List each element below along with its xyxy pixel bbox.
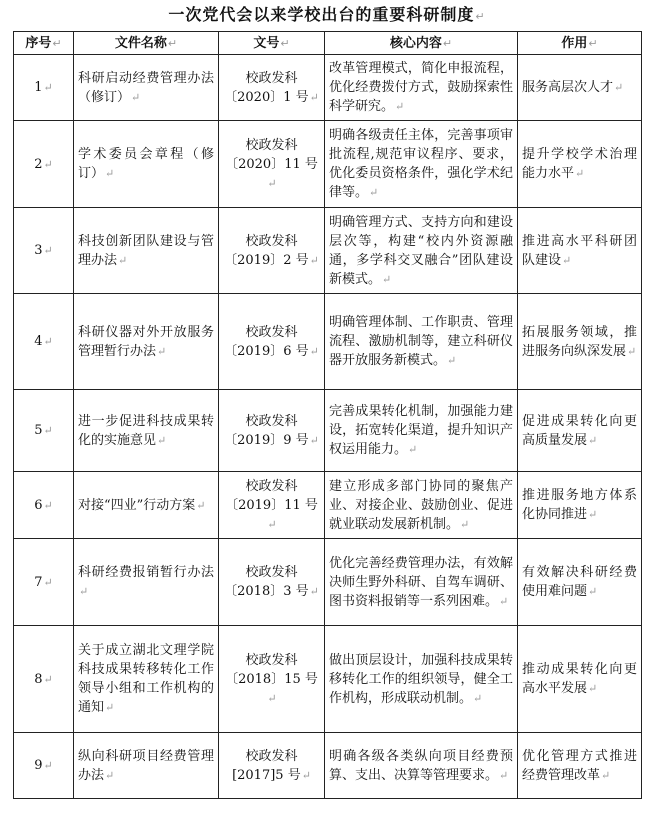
- header-role: 作用↵: [518, 32, 642, 55]
- cell-file-number: 校政发科 〔2019〕2 号↵: [219, 208, 325, 294]
- paragraph-mark-icon: ↵: [309, 585, 319, 598]
- cell-file-number: 校政发科 〔2019〕6 号↵: [219, 294, 325, 390]
- document-title: [0, 2, 654, 28]
- paragraph-mark-icon: ↵: [131, 90, 141, 104]
- paragraph-mark-icon: ↵: [395, 100, 405, 113]
- header-row: [14, 32, 642, 55]
- paragraph-mark-icon: ↵: [43, 672, 53, 686]
- paragraph-mark-icon: ↵: [105, 701, 115, 714]
- cell-role: 提升学校学术治理能力水平↵: [518, 121, 642, 208]
- cell-file-name: 科研经费报销暂行办法↵: [74, 539, 219, 626]
- paragraph-mark-icon: ↵: [43, 244, 53, 257]
- cell-index: 4↵: [14, 294, 74, 390]
- header-index: 序号↵: [14, 32, 74, 55]
- paragraph-mark-icon: ↵: [280, 36, 290, 50]
- paragraph-mark-icon: ↵: [382, 272, 392, 286]
- cell-core-content: 明确管理体制、工作职责、管理流程、激励机制等，建立科研仪器开放服务新模式。↵: [325, 294, 518, 390]
- paragraph-mark-icon: ↵: [588, 508, 598, 521]
- paragraph-mark-icon: ↵: [588, 36, 598, 50]
- table-row: [14, 472, 642, 539]
- cell-role: 服务高层次人才↵: [518, 55, 642, 121]
- regulations-table: [13, 31, 642, 799]
- paragraph-mark-icon: ↵: [309, 344, 319, 358]
- paragraph-mark-icon: ↵: [167, 36, 178, 50]
- table-row: [14, 294, 642, 390]
- cell-core-content: 建立形成多部门协同的聚焦产业、对接企业、鼓励创业、促进就业联动发展新机制。↵: [325, 472, 518, 539]
- table-row: [14, 626, 642, 733]
- header-core-content: 核心内容↵: [325, 32, 518, 55]
- paragraph-mark-icon: ↵: [157, 344, 167, 358]
- cell-core-content: 优化完善经费管理办法，有效解决师生野外科研、自驾车调研、图书资料报销等一系列困难。↵: [325, 539, 518, 626]
- cell-index: 7↵: [14, 539, 74, 626]
- paragraph-mark-icon: ↵: [588, 682, 598, 695]
- cell-index: 5↵: [14, 390, 74, 472]
- cell-role: 促进成果转化向更高质量发展↵: [518, 390, 642, 472]
- cell-file-name: 科研启动经费管理办法（修订）↵: [74, 55, 219, 121]
- paragraph-mark-icon: ↵: [460, 517, 470, 531]
- cell-file-number: 校政发科 〔2020〕1 号↵: [219, 55, 325, 121]
- paragraph-mark-icon: ↵: [309, 90, 319, 104]
- cell-core-content: 完善成果转化机制，加强能力建设，拓宽转化渠道，提升知识产权运用能力。↵: [325, 390, 518, 472]
- paragraph-mark-icon: ↵: [43, 575, 53, 589]
- paragraph-mark-icon: ↵: [499, 594, 509, 608]
- paragraph-mark-icon: ↵: [408, 443, 418, 456]
- cell-core-content: 做出顶层设计，加强科技成果转移转化工作的组织领导，健全工作机构，形成联动机制。↵: [325, 626, 518, 733]
- header-file-name: 文件名称↵: [74, 32, 219, 55]
- paragraph-mark-icon: ↵: [43, 81, 53, 94]
- cell-role: 推进高水平科研团队建设↵: [518, 208, 642, 294]
- table-row: [14, 733, 642, 799]
- table-row: [14, 121, 642, 208]
- paragraph-mark-icon: ↵: [267, 176, 277, 190]
- cell-role: 推进服务地方体系化协同推进↵: [518, 472, 642, 539]
- cell-file-number: 校政发科 〔2018〕15 号↵: [219, 626, 325, 733]
- cell-index: 3↵: [14, 208, 74, 294]
- paragraph-mark-icon: ↵: [196, 498, 206, 512]
- cell-core-content: 明确各级各类纵向项目经费预算、支出、决算等管理要求。↵: [325, 733, 518, 799]
- paragraph-mark-icon: ↵: [614, 81, 624, 94]
- paragraph-mark-icon: ↵: [447, 354, 457, 367]
- cell-core-content: 明确管理方式、支持方向和建设层次等，构建“校内外资源融通，多学科交叉融合”团队建设新模式。↵: [325, 208, 518, 294]
- cell-role: 有效解决科研经费使用难问题↵: [518, 539, 642, 626]
- paragraph-mark-icon: ↵: [588, 433, 598, 447]
- paragraph-mark-icon: ↵: [475, 10, 486, 23]
- table-row: [14, 539, 642, 626]
- paragraph-mark-icon: ↵: [43, 759, 53, 772]
- paragraph-mark-icon: ↵: [105, 167, 115, 180]
- cell-file-number: 校政发科 〔2019〕11 号↵: [219, 472, 325, 539]
- cell-core-content: 明确各级责任主体，完善事项审批流程,规范审议程序、要求，优化委员资格条件，强化学术纪律等。↵: [325, 121, 518, 208]
- cell-file-name: 纵向科研项目经费管理办法↵: [74, 733, 219, 799]
- paragraph-mark-icon: ↵: [157, 433, 167, 447]
- paragraph-mark-icon: ↵: [43, 157, 53, 171]
- cell-file-name: 进一步促进科技成果转化的实施意见↵: [74, 390, 219, 472]
- paragraph-mark-icon: ↵: [79, 585, 89, 598]
- paragraph-mark-icon: ↵: [118, 253, 128, 267]
- cell-index: 6↵: [14, 472, 74, 539]
- header-file-number: 文号↵: [219, 32, 325, 55]
- cell-index: 2↵: [14, 121, 74, 208]
- paragraph-mark-icon: ↵: [309, 253, 319, 267]
- cell-file-number: 校政发科 〔2019〕9 号↵: [219, 390, 325, 472]
- paragraph-mark-icon: ↵: [43, 498, 53, 512]
- cell-file-number: 校政发科 〔2018〕3 号↵: [219, 539, 325, 626]
- cell-file-name: 关于成立湖北文理学院科技成果转移转化工作领导小组和工作机构的通知↵: [74, 626, 219, 733]
- cell-file-name: 对接“四业”行动方案↵: [74, 472, 219, 539]
- paragraph-mark-icon: ↵: [43, 335, 53, 348]
- cell-file-number: 校政发科 〔2020〕11 号↵: [219, 121, 325, 208]
- table-row: [14, 208, 642, 294]
- cell-index: 8↵: [14, 626, 74, 733]
- paragraph-mark-icon: ↵: [562, 253, 572, 267]
- cell-index: 9↵: [14, 733, 74, 799]
- paragraph-mark-icon: ↵: [473, 691, 483, 705]
- cell-file-name: 科技创新团队建设与管理办法↵: [74, 208, 219, 294]
- paragraph-mark-icon: ↵: [442, 36, 453, 50]
- cell-file-name: 学术委员会章程（修订）↵: [74, 121, 219, 208]
- paragraph-mark-icon: ↵: [105, 768, 115, 782]
- cell-file-name: 科研仪器对外开放服务管理暂行办法↵: [74, 294, 219, 390]
- cell-role: 优化管理方式推进经费管理改革↵: [518, 733, 642, 799]
- paragraph-mark-icon: ↵: [627, 344, 637, 358]
- table-row: [14, 390, 642, 472]
- cell-file-number: 校政发科 [2017]5 号↵: [219, 733, 325, 799]
- cell-role: 推动成果转化向更高水平发展↵: [518, 626, 642, 733]
- table-row: [14, 55, 642, 121]
- paragraph-mark-icon: ↵: [267, 517, 277, 531]
- paragraph-mark-icon: ↵: [588, 585, 598, 598]
- paragraph-mark-icon: ↵: [601, 768, 611, 782]
- paragraph-mark-icon: ↵: [575, 167, 585, 180]
- paragraph-mark-icon: ↵: [267, 691, 277, 705]
- title-text: 一次党代会以来学校出台的重要科研制度: [168, 5, 475, 24]
- paragraph-mark-icon: ↵: [301, 768, 311, 782]
- cell-core-content: 改革管理模式，简化申报流程，优化经费拨付方式，鼓励探索性科学研究。↵: [325, 55, 518, 121]
- paragraph-mark-icon: ↵: [309, 433, 319, 447]
- paragraph-mark-icon: ↵: [499, 768, 509, 782]
- paragraph-mark-icon: ↵: [369, 186, 379, 199]
- cell-index: 1↵: [14, 55, 74, 121]
- paragraph-mark-icon: ↵: [43, 424, 53, 437]
- paragraph-mark-icon: ↵: [52, 36, 62, 50]
- cell-role: 拓展服务领域，推进服务向纵深发展↵: [518, 294, 642, 390]
